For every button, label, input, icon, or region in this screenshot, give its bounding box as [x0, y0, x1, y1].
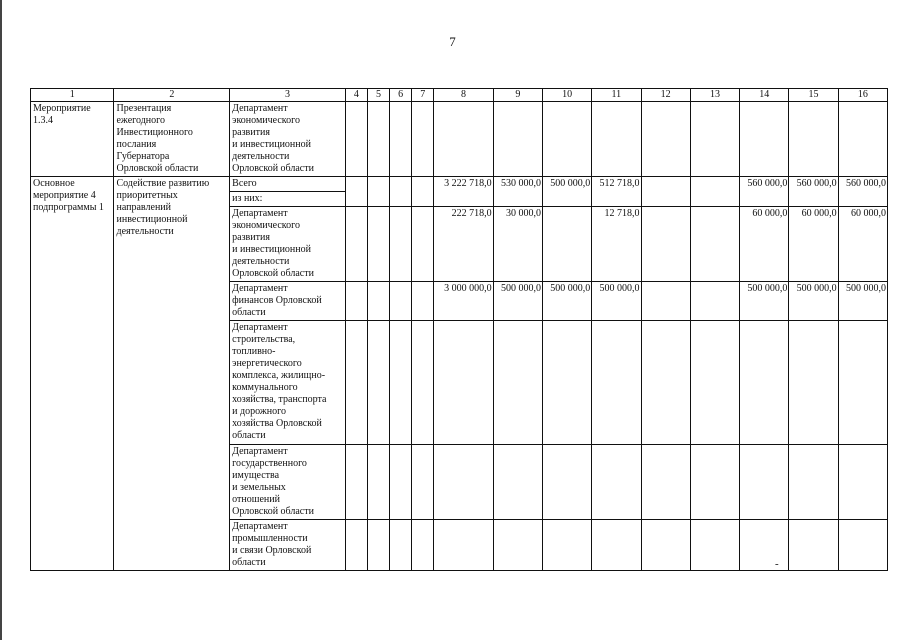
executor: Департамент финансов Орловской области [230, 282, 346, 321]
value-cell: 60 000,0 [789, 207, 838, 282]
executor: Департамент экономического развития и инвестиционной деятельности Орловской области [230, 102, 346, 177]
page-left-edge [0, 0, 2, 640]
page-number: 7 [449, 34, 456, 49]
header-cell: 7 [412, 89, 434, 102]
value-cell: 560 000,0 [789, 177, 838, 207]
header-row [31, 89, 888, 102]
value-cell: 60 000,0 [838, 207, 887, 282]
value-cell: 500 000,0 [740, 282, 789, 321]
header-cell: 2 [114, 89, 230, 102]
main-measure-title: Содействие развитию приоритетных направлений инвестиционной деятельности [114, 177, 230, 571]
value-cell: 500 000,0 [592, 282, 641, 321]
table-row [31, 177, 888, 192]
main-measure-code: Основное мероприятие 4 подпрограммы 1 [31, 177, 114, 571]
header-cell: 14 [740, 89, 789, 102]
value-cell: 560 000,0 [838, 177, 887, 207]
value-cell: 12 718,0 [592, 207, 641, 282]
header-cell: 5 [367, 89, 389, 102]
value-cell: 512 718,0 [592, 177, 641, 207]
header-cell: 10 [542, 89, 591, 102]
header-cell: 13 [690, 89, 739, 102]
value-cell: 560 000,0 [740, 177, 789, 207]
header-cell: 1 [31, 89, 114, 102]
value-cell: 60 000,0 [740, 207, 789, 282]
program-table [30, 88, 888, 571]
executor: Департамент промышленности и связи Орловской области [230, 520, 346, 571]
measure-code: Мероприятие 1.3.4 [31, 102, 114, 177]
executor: Всего [230, 177, 346, 192]
executor: Департамент экономического развития и инвестиционной деятельности Орловской области [230, 207, 346, 282]
header-cell: 3 [230, 89, 346, 102]
value-cell: 3 222 718,0 [434, 177, 493, 207]
executor: Департамент строительства, топливно- энергетического комплекса, жилищно- коммунального хозяйства, транспорта и дорожного хозяйства Орловской области [230, 321, 346, 445]
value-cell: 30 000,0 [493, 207, 542, 282]
value-cell: 3 000 000,0 [434, 282, 493, 321]
header-cell: 6 [390, 89, 412, 102]
header-cell: 15 [789, 89, 838, 102]
value-cell: 500 000,0 [493, 282, 542, 321]
value-cell: 500 000,0 [542, 282, 591, 321]
table-row [31, 102, 888, 177]
value-cell: 500 000,0 [542, 177, 591, 207]
executor: Департамент государственного имущества и земельных отношений Орловской области [230, 445, 346, 520]
value-cell: 500 000,0 [838, 282, 887, 321]
executor: из них: [230, 192, 346, 207]
value-cell: 500 000,0 [789, 282, 838, 321]
scan-artifact: - [775, 558, 779, 570]
value-cell: 222 718,0 [434, 207, 493, 282]
header-cell: 11 [592, 89, 641, 102]
header-cell: 4 [345, 89, 367, 102]
value-cell: 530 000,0 [493, 177, 542, 207]
header-cell: 16 [838, 89, 887, 102]
header-cell: 12 [641, 89, 690, 102]
header-cell: 9 [493, 89, 542, 102]
measure-title: Презентация ежегодного Инвестиционного послания Губернатора Орловской области [114, 102, 230, 177]
header-cell: 8 [434, 89, 493, 102]
